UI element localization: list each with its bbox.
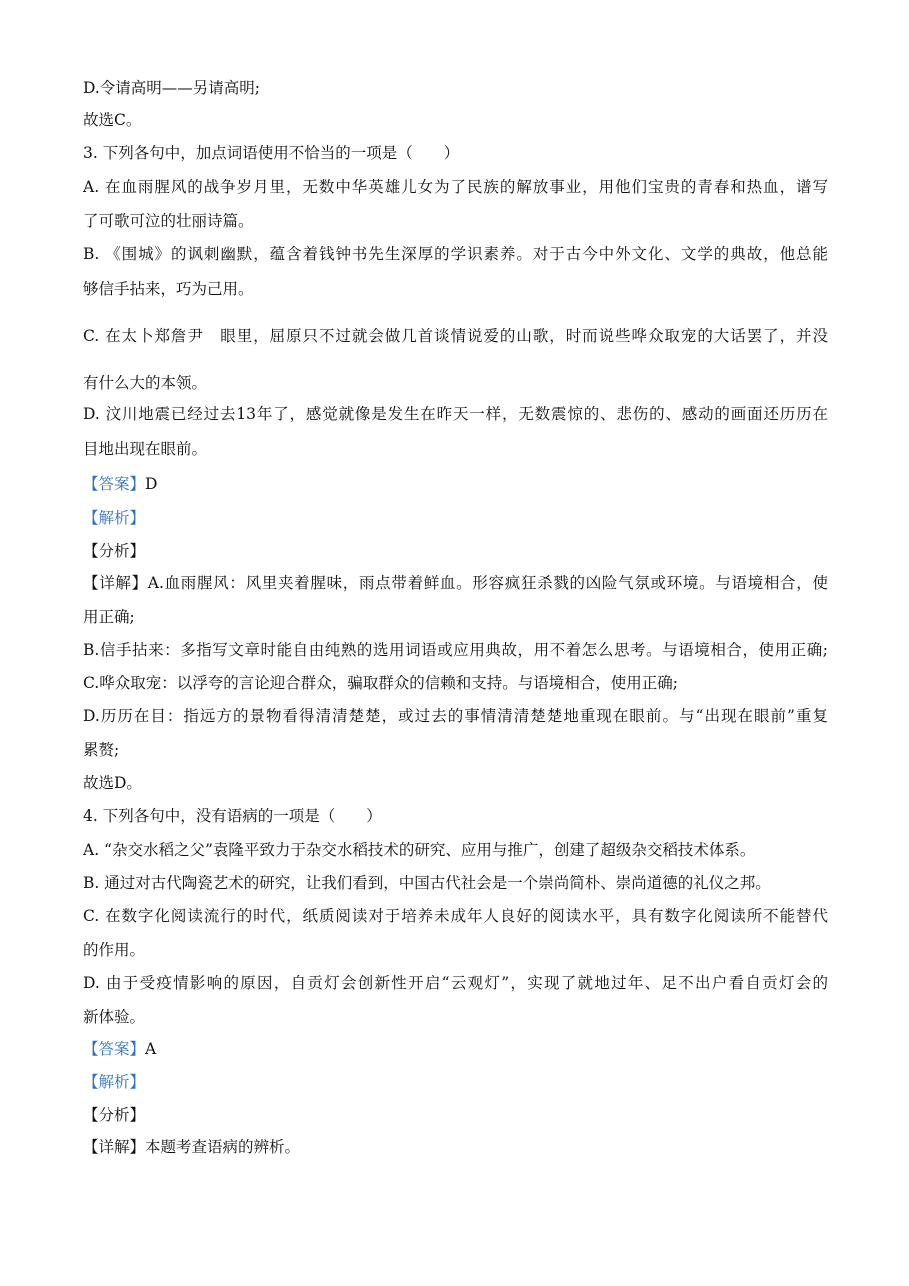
question-4-option-d: D. 由于受疫情影响的原因，自贡灯会创新性开启“云观灯”，实现了就地过年、足不出户看自贡灯会的 [83, 974, 828, 992]
question-3-detail-c: C.哗众取宠：以浮夸的言论迎合群众，骗取群众的信赖和支持。与语境相合，使用正确; [83, 674, 678, 692]
question-4-section-fenxi: 【分析】 [83, 1106, 146, 1124]
question-3-option-b: B. 《围城》的讽刺幽默，蕴含着钱钟书先生深厚的学识素养。对于古今中外文化、文学的典故，他总能 [83, 245, 828, 263]
question-3-detail-a-cont: 用正确; [83, 608, 135, 626]
question-3-detail-d-cont: 累赘; [83, 741, 120, 759]
answer-value: D [145, 475, 158, 493]
question-3-detail-d: D.历历在目：指远方的景物看得清清楚楚，或过去的事情清清楚楚地重现在眼前。与“出现在眼前”重复 [83, 707, 828, 725]
question-3-option-d: D. 汶川地震已经过去13年了，感觉就像是发生在昨天一样，无数震惊的、悲伤的、感动的画面还历历在 [83, 405, 828, 423]
question-4-analysis-label: 【解析】 [83, 1073, 146, 1091]
analysis-label: 解析 [98, 1073, 130, 1091]
question-4-option-a: A. “杂交水稻之父”袁隆平致力于杂交水稻技术的研究、应用与推广，创建了超级杂交稻技术体系。 [83, 841, 756, 859]
conclusion-q3: 故选D。 [83, 774, 142, 792]
question-3-option-a-cont: 了可歌可泣的壮丽诗篇。 [83, 212, 254, 230]
question-3-detail-a: 【详解】A.血雨腥风：风里夹着腥味，雨点带着鲜血。形容疯狂杀戮的凶险气氛或环境。与语境相合，使 [83, 574, 828, 592]
option-d-correction: D.令请高明——另请高明; [83, 79, 261, 97]
analysis-label: 解析 [98, 509, 130, 527]
question-3-section-fenxi: 【分析】 [83, 542, 146, 560]
question-4-answer: 【答案】A [83, 1040, 157, 1058]
question-3-option-a: A. 在血雨腥风的战争岁月里，无数中华英雄儿女为了民族的解放事业，用他们宝贵的青春和热血，谱写 [83, 178, 828, 196]
question-3-option-c: C. 在太卜郑詹尹 眼里，屈原只不过就会做几首谈情说爱的山歌，时而说些哗众取宠的大话罢了，并没 [83, 327, 828, 345]
question-4-option-d-cont: 新体验。 [83, 1008, 146, 1026]
question-3-option-b-cont: 够信手拈来，巧为己用。 [83, 280, 254, 298]
answer-label: 答案 [98, 475, 130, 493]
question-3-stem: 3. 下列各句中，加点词语使用不恰当的一项是（ ） [83, 144, 460, 162]
conclusion-q2: 故选C。 [83, 111, 142, 129]
answer-value: A [145, 1040, 157, 1058]
answer-label: 答案 [98, 1040, 130, 1058]
question-4-stem: 4. 下列各句中，没有语病的一项是（ ） [83, 807, 382, 825]
question-4-option-c-cont: 的作用。 [83, 941, 146, 959]
question-4-option-b: B. 通过对古代陶瓷艺术的研究，让我们看到，中国古代社会是一个崇尚简朴、崇尚道德的礼仪之邦。 [83, 874, 771, 892]
question-3-option-d-cont: 目地出现在眼前。 [83, 440, 208, 458]
question-3-option-c-cont: 有什么大的本领。 [83, 374, 208, 392]
question-4-detail: 【详解】本题考查语病的辨析。 [83, 1138, 301, 1156]
question-3-answer: 【答案】D [83, 475, 158, 493]
question-4-option-c: C. 在数字化阅读流行的时代，纸质阅读对于培养未成年人良好的阅读水平，具有数字化阅读所不能替代 [83, 907, 828, 925]
question-3-detail-b: B.信手拈来：多指写文章时能自由纯熟的选用词语或应用典故，用不着怎么思考。与语境相合，使用正确; [83, 641, 828, 659]
question-3-analysis-label: 【解析】 [83, 509, 146, 527]
